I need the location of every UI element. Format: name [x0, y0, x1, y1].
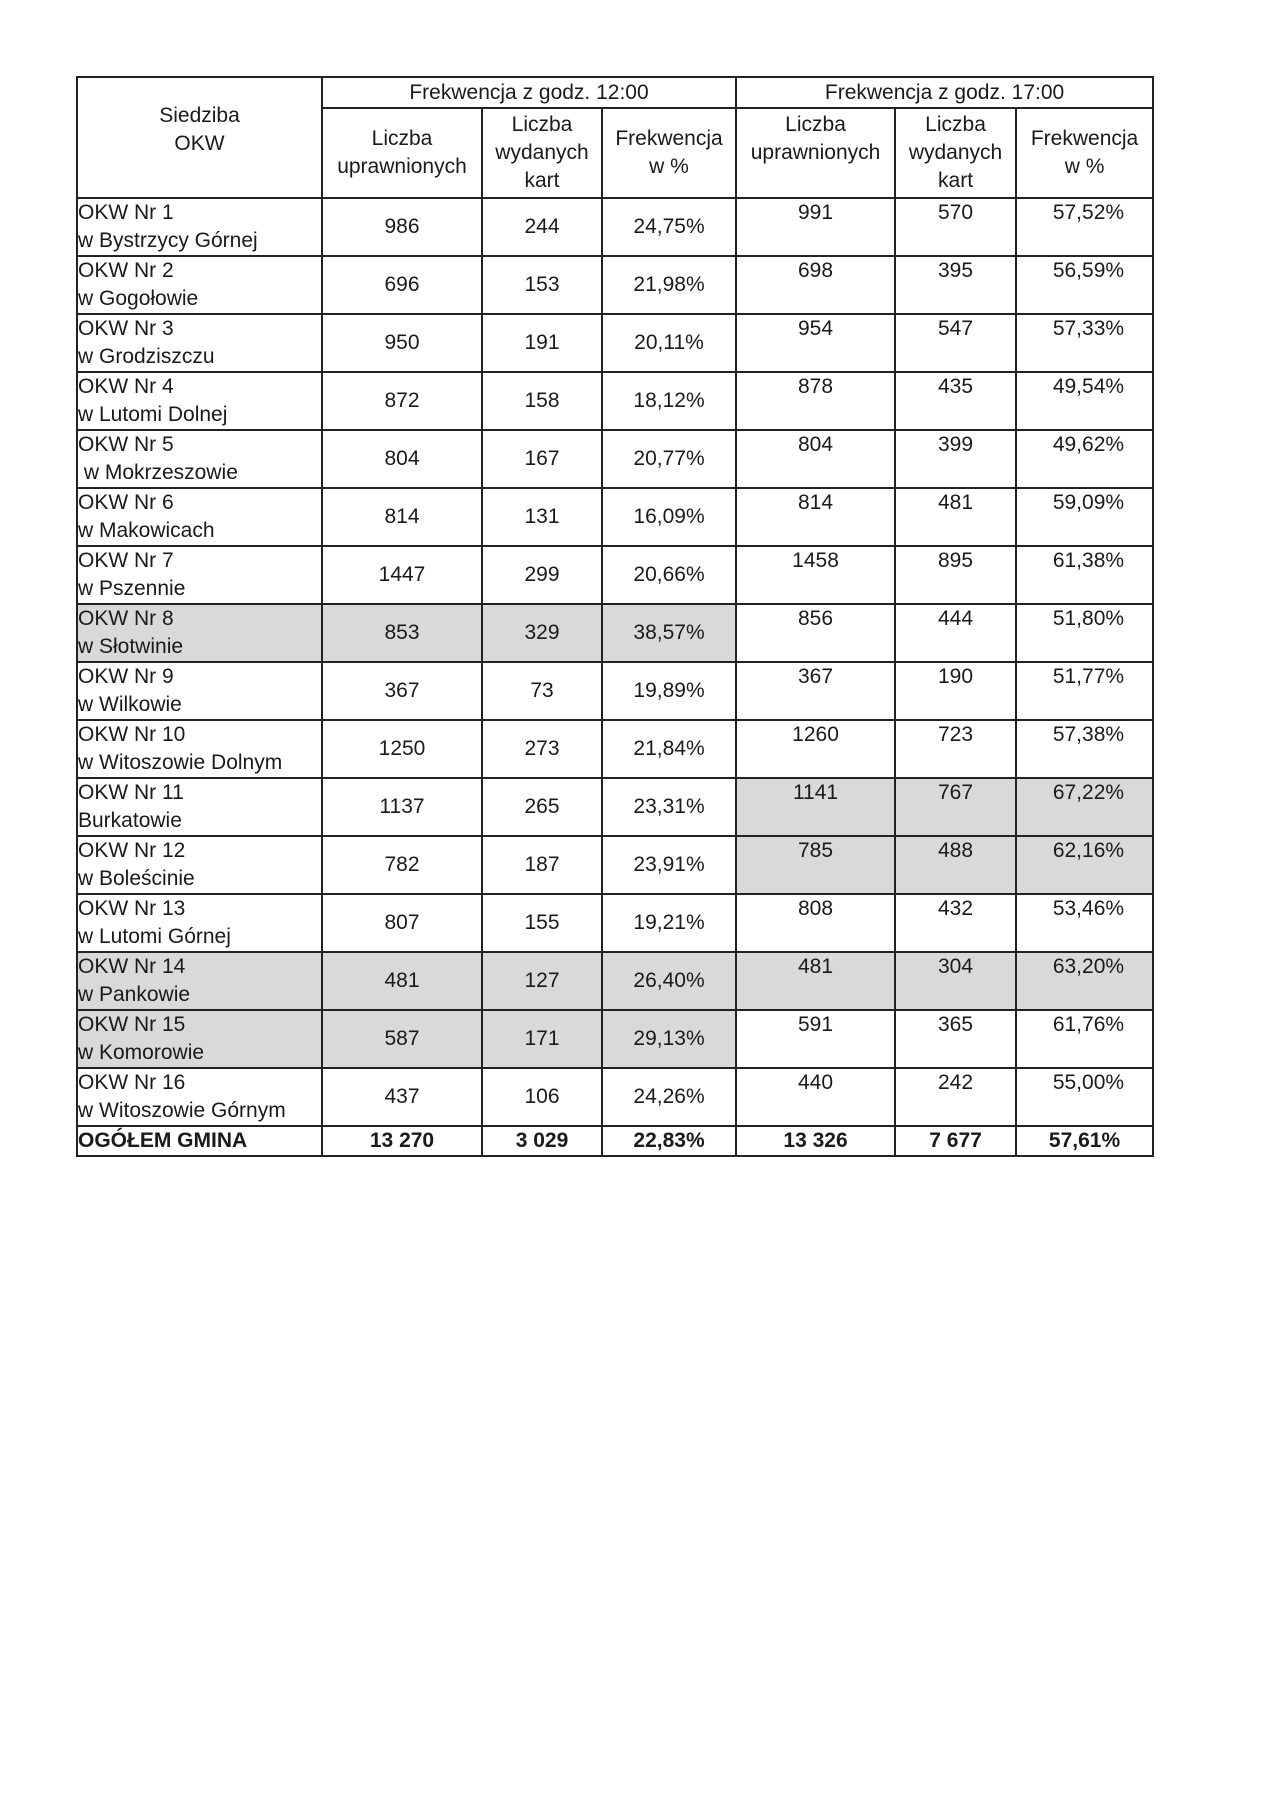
table-row [77, 894, 1153, 952]
table-row [77, 778, 1153, 836]
turnout-17-cell: 49,54% [1016, 372, 1153, 430]
turnout-17-cell: 57,38% [1016, 720, 1153, 778]
turnout-17-cell: 62,16% [1016, 836, 1153, 894]
group-header-17: Frekwencja z godz. 17:00 [736, 77, 1153, 108]
eligible-17-cell: 1458 [736, 546, 895, 604]
station-number: OKW Nr 2 [78, 259, 174, 282]
turnout-12-cell: 21,84% [602, 720, 736, 778]
eligible-17-cell: 804 [736, 430, 895, 488]
header-text: Liczba [785, 113, 846, 136]
eligible-17-cell: 698 [736, 256, 895, 314]
header-text: w % [649, 155, 689, 178]
station-number: OKW Nr 12 [78, 839, 186, 862]
cards-12-cell: 73 [482, 662, 602, 720]
cards-12-cell: 273 [482, 720, 602, 778]
turnout-17-cell: 59,09% [1016, 488, 1153, 546]
turnout-12-cell: 23,91% [602, 836, 736, 894]
station-place: w Witoszowie Dolnym [78, 751, 283, 774]
eligible-12-cell: 782 [322, 836, 482, 894]
turnout-12-cell: 18,12% [602, 372, 736, 430]
cards-12-cell: 131 [482, 488, 602, 546]
station-number: OKW Nr 8 [78, 607, 174, 630]
cards-12-cell: 171 [482, 1010, 602, 1068]
turnout-17-cell: 49,62% [1016, 430, 1153, 488]
cards-17-cell: 242 [895, 1068, 1016, 1126]
station-name [77, 256, 322, 314]
station-place: w Wilkowie [78, 693, 182, 716]
header-text: uprawnionych [750, 141, 881, 164]
header-text: Frekwencja [615, 127, 723, 150]
eligible-17-cell: 591 [736, 1010, 895, 1068]
turnout-12-cell: 20,77% [602, 430, 736, 488]
eligible-17-cell: 1141 [736, 778, 895, 836]
eligible-12-cell: 950 [322, 314, 482, 372]
turnout-12-cell: 24,75% [602, 198, 736, 256]
total-c17-cell: 7 677 [895, 1126, 1016, 1156]
header-text: wydanych [908, 141, 1003, 164]
cards-17-cell: 190 [895, 662, 1016, 720]
station-name [77, 546, 322, 604]
station-place: w Bystrzycy Górnej [78, 229, 258, 252]
cards-17-cell: 399 [895, 430, 1016, 488]
station-place: w Boleścinie [78, 867, 195, 890]
header-text: Frekwencja [1030, 127, 1139, 150]
eligible-12-cell: 814 [322, 488, 482, 546]
station-number: OKW Nr 15 [78, 1013, 186, 1036]
cards-12-cell: 329 [482, 604, 602, 662]
eligible-17-cell: 1260 [736, 720, 895, 778]
table-row [77, 1010, 1153, 1068]
cards-12-cell: 265 [482, 778, 602, 836]
station-name [77, 952, 322, 1010]
cards-12-cell: 191 [482, 314, 602, 372]
turnout-12-cell: 21,98% [602, 256, 736, 314]
table-row [77, 662, 1153, 720]
cards-17-cell: 444 [895, 604, 1016, 662]
station-name [77, 1010, 322, 1068]
header-text: Liczba [371, 127, 433, 150]
eligible-header-17 [736, 108, 895, 198]
table-row [77, 198, 1153, 256]
turnout-header-17 [1016, 108, 1153, 198]
location-header-line-1: Siedziba [159, 103, 240, 127]
station-number: OKW Nr 16 [78, 1071, 186, 1094]
total-t12-cell: 22,83% [602, 1126, 736, 1156]
eligible-17-cell: 481 [736, 952, 895, 1010]
station-number: OKW Nr 6 [78, 491, 174, 514]
turnout-12-cell: 23,31% [602, 778, 736, 836]
cards-17-cell: 365 [895, 1010, 1016, 1068]
table-row [77, 1068, 1153, 1126]
cards-header-17 [895, 108, 1016, 198]
cards-header-12 [482, 108, 602, 198]
cards-12-cell: 167 [482, 430, 602, 488]
station-name [77, 314, 322, 372]
turnout-17-cell: 53,46% [1016, 894, 1153, 952]
station-place: w Grodziszczu [78, 345, 215, 368]
eligible-17-cell: 991 [736, 198, 895, 256]
station-place: w Pszennie [78, 577, 186, 600]
eligible-17-cell: 367 [736, 662, 895, 720]
table-row [77, 546, 1153, 604]
station-number: OKW Nr 14 [78, 955, 186, 978]
station-name [77, 894, 322, 952]
eligible-12-cell: 853 [322, 604, 482, 662]
turnout-12-cell: 20,11% [602, 314, 736, 372]
station-number: OKW Nr 13 [78, 897, 186, 920]
turnout-12-cell: 19,89% [602, 662, 736, 720]
eligible-12-cell: 872 [322, 372, 482, 430]
table-row [77, 256, 1153, 314]
turnout-17-cell: 51,80% [1016, 604, 1153, 662]
eligible-12-cell: 804 [322, 430, 482, 488]
cards-17-cell: 481 [895, 488, 1016, 546]
cards-12-cell: 155 [482, 894, 602, 952]
station-place: w Słotwinie [78, 635, 184, 658]
turnout-17-cell: 61,38% [1016, 546, 1153, 604]
cards-12-cell: 187 [482, 836, 602, 894]
cards-12-cell: 158 [482, 372, 602, 430]
station-place: w Gogołowie [78, 287, 199, 310]
eligible-12-cell: 367 [322, 662, 482, 720]
turnout-17-cell: 67,22% [1016, 778, 1153, 836]
eligible-12-cell: 1250 [322, 720, 482, 778]
eligible-17-cell: 440 [736, 1068, 895, 1126]
header-text: Liczba [511, 113, 573, 136]
station-number: OKW Nr 7 [78, 549, 174, 572]
eligible-header-12 [322, 108, 482, 198]
cards-17-cell: 435 [895, 372, 1016, 430]
eligible-17-cell: 814 [736, 488, 895, 546]
station-place: w Witoszowie Górnym [78, 1099, 286, 1122]
cards-12-cell: 244 [482, 198, 602, 256]
turnout-12-cell: 26,40% [602, 952, 736, 1010]
station-name [77, 836, 322, 894]
eligible-12-cell: 986 [322, 198, 482, 256]
turnout-header-12 [602, 108, 736, 198]
station-place: w Lutomi Górnej [78, 925, 231, 948]
station-name [77, 198, 322, 256]
header-text: w % [1064, 155, 1105, 178]
station-name [77, 1068, 322, 1126]
turnout-12-cell: 38,57% [602, 604, 736, 662]
station-name [77, 662, 322, 720]
station-number: OKW Nr 4 [78, 375, 174, 398]
station-name [77, 778, 322, 836]
cards-17-cell: 547 [895, 314, 1016, 372]
station-place: w Lutomi Dolnej [78, 403, 228, 426]
station-name [77, 488, 322, 546]
station-number: OKW Nr 9 [78, 665, 174, 688]
header-text: uprawnionych [337, 155, 467, 178]
station-place: w Makowicach [78, 519, 215, 542]
table-row [77, 372, 1153, 430]
table-row [77, 836, 1153, 894]
eligible-17-cell: 808 [736, 894, 895, 952]
cards-12-cell: 299 [482, 546, 602, 604]
table-row [77, 488, 1153, 546]
cards-17-cell: 488 [895, 836, 1016, 894]
station-name [77, 720, 322, 778]
eligible-17-cell: 856 [736, 604, 895, 662]
total-label: OGÓŁEM GMINA [77, 1126, 322, 1156]
station-number: OKW Nr 3 [78, 317, 174, 340]
eligible-17-cell: 878 [736, 372, 895, 430]
eligible-12-cell: 807 [322, 894, 482, 952]
location-header-line-2: OKW [174, 131, 225, 155]
total-c12-cell: 3 029 [482, 1126, 602, 1156]
turnout-17-cell: 57,33% [1016, 314, 1153, 372]
station-name [77, 430, 322, 488]
header-text: Liczba [925, 113, 986, 136]
station-name [77, 604, 322, 662]
turnout-17-cell: 57,52% [1016, 198, 1153, 256]
table-row [77, 952, 1153, 1010]
turnout-17-cell: 61,76% [1016, 1010, 1153, 1068]
cards-17-cell: 304 [895, 952, 1016, 1010]
eligible-12-cell: 481 [322, 952, 482, 1010]
cards-12-cell: 153 [482, 256, 602, 314]
cards-12-cell: 127 [482, 952, 602, 1010]
cards-17-cell: 895 [895, 546, 1016, 604]
turnout-12-cell: 24,26% [602, 1068, 736, 1126]
total-row [77, 1126, 1153, 1156]
total-t17-cell: 57,61% [1016, 1126, 1153, 1156]
table-row [77, 314, 1153, 372]
location-header [77, 77, 322, 198]
turnout-12-cell: 16,09% [602, 488, 736, 546]
cards-17-cell: 395 [895, 256, 1016, 314]
eligible-17-cell: 785 [736, 836, 895, 894]
turnout-table [76, 76, 1154, 1157]
turnout-12-cell: 29,13% [602, 1010, 736, 1068]
cards-17-cell: 570 [895, 198, 1016, 256]
header-text: kart [938, 169, 974, 192]
table-row [77, 430, 1153, 488]
cards-17-cell: 723 [895, 720, 1016, 778]
eligible-17-cell: 954 [736, 314, 895, 372]
turnout-12-cell: 19,21% [602, 894, 736, 952]
eligible-12-cell: 1137 [322, 778, 482, 836]
station-number: OKW Nr 5 [78, 433, 174, 456]
cards-12-cell: 106 [482, 1068, 602, 1126]
turnout-17-cell: 55,00% [1016, 1068, 1153, 1126]
table-row [77, 604, 1153, 662]
station-number: OKW Nr 10 [78, 723, 186, 746]
eligible-12-cell: 1447 [322, 546, 482, 604]
station-place: Burkatowie [78, 809, 182, 832]
station-place: w Pankowie [78, 983, 191, 1006]
turnout-12-cell: 20,66% [602, 546, 736, 604]
header-text: wydanych [495, 141, 589, 164]
station-number: OKW Nr 1 [78, 201, 174, 224]
table-row [77, 720, 1153, 778]
cards-17-cell: 432 [895, 894, 1016, 952]
station-number: OKW Nr 11 [78, 781, 184, 804]
eligible-12-cell: 696 [322, 256, 482, 314]
total-e12-cell: 13 270 [322, 1126, 482, 1156]
turnout-17-cell: 56,59% [1016, 256, 1153, 314]
station-place: w Komorowie [78, 1041, 205, 1064]
station-place: w Mokrzeszowie [78, 461, 238, 484]
eligible-12-cell: 437 [322, 1068, 482, 1126]
eligible-12-cell: 587 [322, 1010, 482, 1068]
total-e17-cell: 13 326 [736, 1126, 895, 1156]
turnout-17-cell: 51,77% [1016, 662, 1153, 720]
station-name [77, 372, 322, 430]
turnout-17-cell: 63,20% [1016, 952, 1153, 1010]
group-header-12: Frekwencja z godz. 12:00 [322, 77, 736, 108]
cards-17-cell: 767 [895, 778, 1016, 836]
header-text: kart [524, 169, 560, 192]
